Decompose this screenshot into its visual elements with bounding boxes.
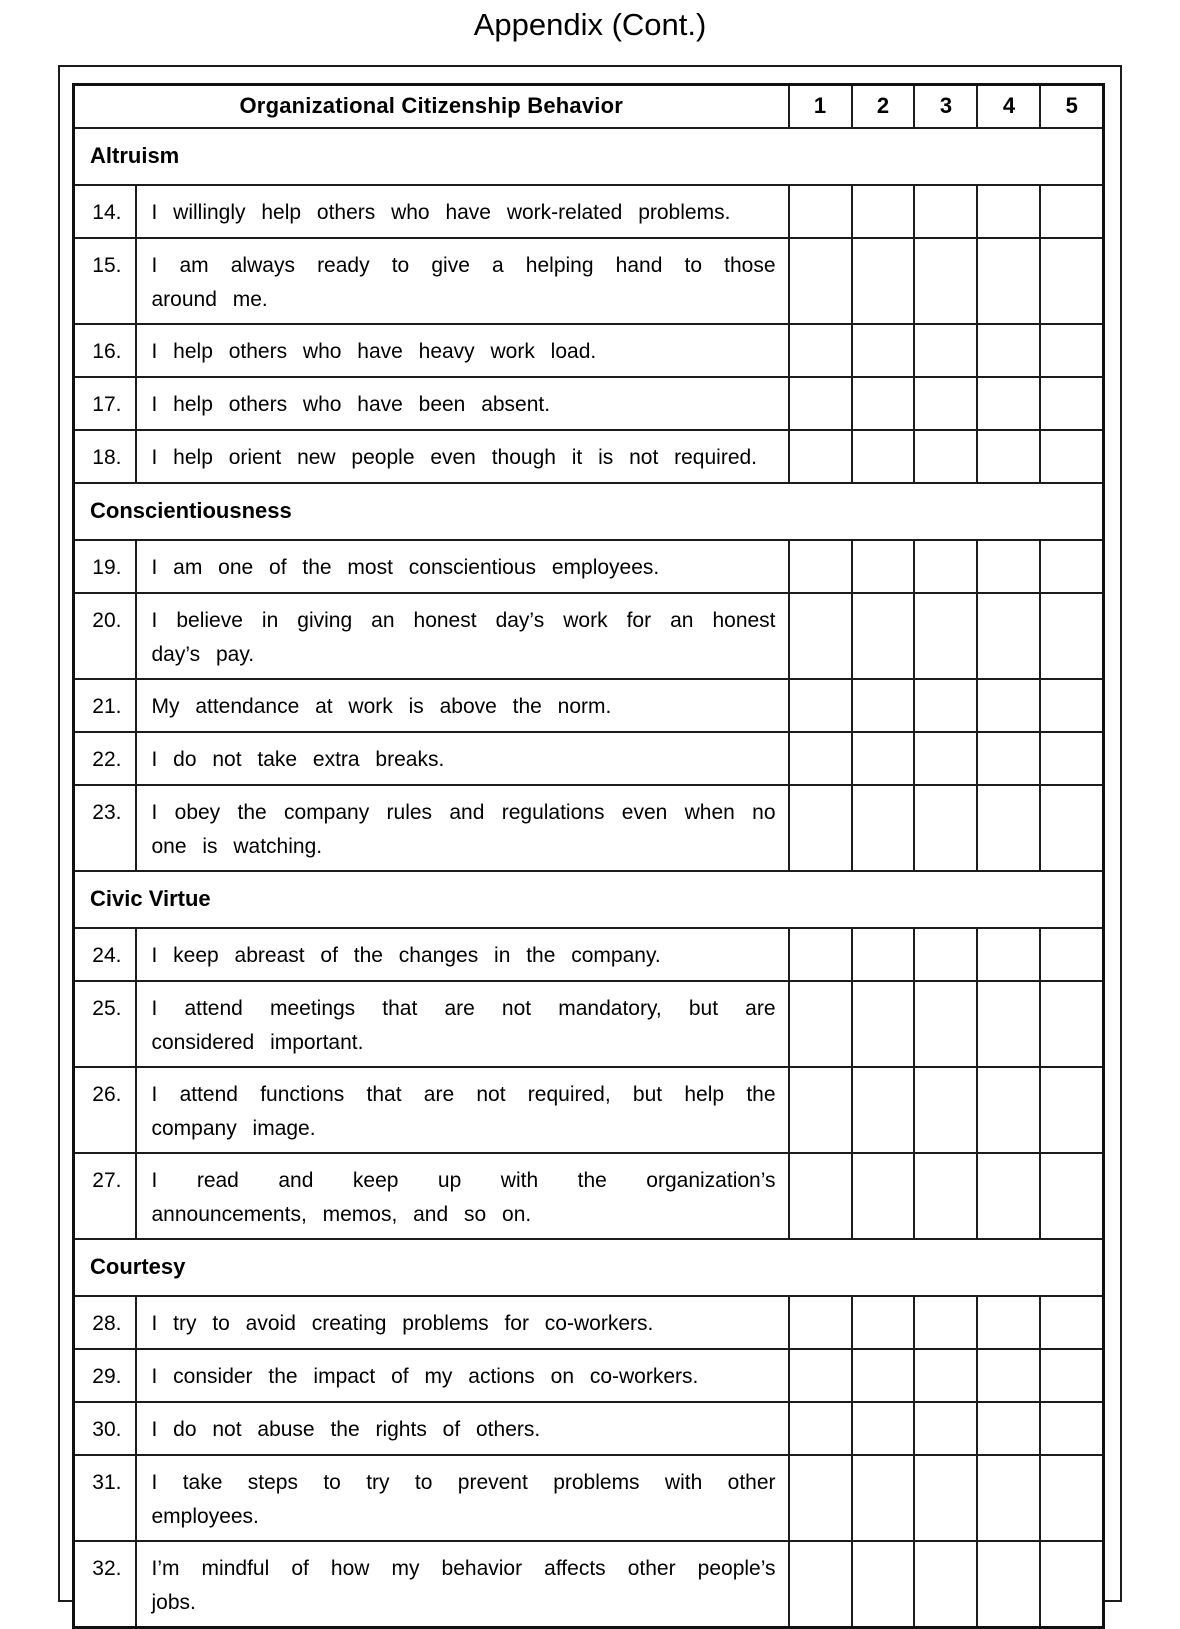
question-row [74, 1349, 1104, 1402]
rating-cell-4[interactable] [977, 785, 1040, 871]
question-row [74, 430, 1104, 483]
question-number: 18. [74, 430, 136, 483]
ocb-questionnaire-table [72, 83, 1105, 1629]
question-number: 30. [74, 1402, 136, 1455]
question-row [74, 785, 1104, 871]
rating-cell-3[interactable] [914, 593, 977, 679]
rating-cell-2[interactable] [852, 1541, 915, 1628]
rating-cell-1[interactable] [789, 593, 852, 679]
rating-cell-3[interactable] [914, 981, 977, 1067]
rating-cell-1[interactable] [789, 1541, 852, 1628]
question-row [74, 593, 1104, 679]
question-number: 22. [74, 732, 136, 785]
rating-cell-5[interactable] [1040, 1541, 1103, 1628]
question-number: 17. [74, 377, 136, 430]
question-number: 16. [74, 324, 136, 377]
rating-cell-3[interactable] [914, 185, 977, 238]
question-text: I willingly help others who have work-related problems. [136, 185, 789, 238]
section-header: Courtesy [74, 1239, 1104, 1296]
rating-cell-2[interactable] [852, 1296, 915, 1349]
question-number: 29. [74, 1349, 136, 1402]
rating-cell-5[interactable] [1040, 785, 1103, 871]
question-number: 27. [74, 1153, 136, 1239]
rating-cell-2[interactable] [852, 679, 915, 732]
rating-cell-3[interactable] [914, 238, 977, 324]
question-row [74, 1455, 1104, 1541]
rating-cell-4[interactable] [977, 1067, 1040, 1153]
question-text: I consider the impact of my actions on co-workers. [136, 1349, 789, 1402]
question-text: I read and keep up with the organization’s announcements, memos, and so on. [136, 1153, 789, 1239]
rating-cell-1[interactable] [789, 1402, 852, 1455]
question-text: I help others who have been absent. [136, 377, 789, 430]
question-number: 14. [74, 185, 136, 238]
rating-cell-3[interactable] [914, 1541, 977, 1628]
rating-cell-1[interactable] [789, 540, 852, 593]
question-number: 25. [74, 981, 136, 1067]
question-text: I’m mindful of how my behavior affects other people’s jobs. [136, 1541, 789, 1628]
section-header: Altruism [74, 128, 1104, 185]
rating-cell-5[interactable] [1040, 593, 1103, 679]
section-header: Conscientiousness [74, 483, 1104, 540]
question-text: I do not take extra breaks. [136, 732, 789, 785]
section-row [74, 871, 1104, 928]
question-row [74, 1067, 1104, 1153]
rating-cell-4[interactable] [977, 679, 1040, 732]
question-number: 20. [74, 593, 136, 679]
rating-cell-3[interactable] [914, 1296, 977, 1349]
rating-cell-2[interactable] [852, 430, 915, 483]
question-row [74, 185, 1104, 238]
question-row [74, 981, 1104, 1067]
rating-cell-2[interactable] [852, 981, 915, 1067]
question-row [74, 540, 1104, 593]
rating-cell-3[interactable] [914, 1067, 977, 1153]
question-text: I try to avoid creating problems for co-workers. [136, 1296, 789, 1349]
question-row [74, 1153, 1104, 1239]
rating-cell-2[interactable] [852, 324, 915, 377]
rating-cell-1[interactable] [789, 1455, 852, 1541]
rating-cell-3[interactable] [914, 1402, 977, 1455]
question-text: My attendance at work is above the norm. [136, 679, 789, 732]
question-number: 15. [74, 238, 136, 324]
rating-cell-4[interactable] [977, 1153, 1040, 1239]
rating-cell-1[interactable] [789, 1349, 852, 1402]
rating-cell-3[interactable] [914, 928, 977, 981]
question-row [74, 1296, 1104, 1349]
rating-cell-5[interactable] [1040, 324, 1103, 377]
rating-cell-1[interactable] [789, 1296, 852, 1349]
question-row [74, 238, 1104, 324]
question-number: 28. [74, 1296, 136, 1349]
scale-header-4: 4 [977, 85, 1040, 128]
rating-cell-3[interactable] [914, 430, 977, 483]
rating-cell-5[interactable] [1040, 1455, 1103, 1541]
question-text: I help others who have heavy work load. [136, 324, 789, 377]
rating-cell-3[interactable] [914, 1455, 977, 1541]
rating-cell-4[interactable] [977, 981, 1040, 1067]
question-row [74, 324, 1104, 377]
question-text: I do not abuse the rights of others. [136, 1402, 789, 1455]
rating-cell-5[interactable] [1040, 679, 1103, 732]
question-text: I keep abreast of the changes in the company. [136, 928, 789, 981]
rating-cell-2[interactable] [852, 1067, 915, 1153]
question-row [74, 1402, 1104, 1455]
question-number: 24. [74, 928, 136, 981]
rating-cell-5[interactable] [1040, 1402, 1103, 1455]
question-number: 31. [74, 1455, 136, 1541]
rating-cell-5[interactable] [1040, 377, 1103, 430]
rating-cell-2[interactable] [852, 1402, 915, 1455]
rating-cell-2[interactable] [852, 785, 915, 871]
scale-header-3: 3 [914, 85, 977, 128]
rating-cell-4[interactable] [977, 430, 1040, 483]
question-number: 26. [74, 1067, 136, 1153]
question-text: I am one of the most conscientious employees. [136, 540, 789, 593]
rating-cell-5[interactable] [1040, 1067, 1103, 1153]
rating-cell-1[interactable] [789, 430, 852, 483]
question-text: I believe in giving an honest day’s work for an honest day’s pay. [136, 593, 789, 679]
rating-cell-5[interactable] [1040, 430, 1103, 483]
scale-header-1: 1 [789, 85, 852, 128]
rating-cell-5[interactable] [1040, 928, 1103, 981]
rating-cell-1[interactable] [789, 981, 852, 1067]
rating-cell-5[interactable] [1040, 732, 1103, 785]
rating-cell-2[interactable] [852, 185, 915, 238]
rating-cell-1[interactable] [789, 238, 852, 324]
rating-cell-3[interactable] [914, 540, 977, 593]
rating-cell-5[interactable] [1040, 185, 1103, 238]
rating-cell-4[interactable] [977, 540, 1040, 593]
question-number: 23. [74, 785, 136, 871]
rating-cell-2[interactable] [852, 1455, 915, 1541]
rating-cell-4[interactable] [977, 593, 1040, 679]
question-text: I am always ready to give a helping hand to those around me. [136, 238, 789, 324]
rating-cell-1[interactable] [789, 324, 852, 377]
rating-cell-5[interactable] [1040, 1296, 1103, 1349]
rating-cell-5[interactable] [1040, 981, 1103, 1067]
section-row [74, 128, 1104, 185]
rating-cell-1[interactable] [789, 1153, 852, 1239]
question-number: 19. [74, 540, 136, 593]
question-row [74, 732, 1104, 785]
rating-cell-2[interactable] [852, 1153, 915, 1239]
rating-cell-4[interactable] [977, 732, 1040, 785]
rating-cell-1[interactable] [789, 732, 852, 785]
rating-cell-4[interactable] [977, 185, 1040, 238]
question-row [74, 377, 1104, 430]
section-header: Civic Virtue [74, 871, 1104, 928]
rating-cell-4[interactable] [977, 1402, 1040, 1455]
rating-cell-3[interactable] [914, 732, 977, 785]
rating-cell-1[interactable] [789, 679, 852, 732]
rating-cell-4[interactable] [977, 1541, 1040, 1628]
rating-cell-4[interactable] [977, 1349, 1040, 1402]
scale-header-5: 5 [1040, 85, 1103, 128]
rating-cell-5[interactable] [1040, 1349, 1103, 1402]
table-header-row [74, 85, 1104, 128]
page-title: Appendix (Cont.) [473, 7, 707, 42]
rating-cell-4[interactable] [977, 238, 1040, 324]
rating-cell-1[interactable] [789, 185, 852, 238]
rating-cell-3[interactable] [914, 1153, 977, 1239]
rating-cell-4[interactable] [977, 928, 1040, 981]
rating-cell-2[interactable] [852, 1349, 915, 1402]
rating-cell-5[interactable] [1040, 540, 1103, 593]
rating-cell-4[interactable] [977, 377, 1040, 430]
rating-cell-2[interactable] [852, 540, 915, 593]
rating-cell-3[interactable] [914, 1349, 977, 1402]
rating-cell-1[interactable] [789, 377, 852, 430]
rating-cell-1[interactable] [789, 785, 852, 871]
rating-cell-5[interactable] [1040, 238, 1103, 324]
rating-cell-1[interactable] [789, 1067, 852, 1153]
question-row [74, 1541, 1104, 1628]
question-text: I obey the company rules and regulations even when no one is watching. [136, 785, 789, 871]
question-text: I help orient new people even though it is not required. [136, 430, 789, 483]
rating-cell-2[interactable] [852, 377, 915, 430]
rating-cell-2[interactable] [852, 238, 915, 324]
rating-cell-2[interactable] [852, 593, 915, 679]
rating-cell-4[interactable] [977, 1455, 1040, 1541]
rating-cell-3[interactable] [914, 785, 977, 871]
section-row [74, 1239, 1104, 1296]
question-row [74, 928, 1104, 981]
rating-cell-2[interactable] [852, 732, 915, 785]
table-title: Organizational Citizenship Behavior [74, 85, 789, 128]
page-border-frame [58, 65, 1122, 1614]
question-number: 32. [74, 1541, 136, 1628]
rating-cell-4[interactable] [977, 1296, 1040, 1349]
question-text: I take steps to try to prevent problems with other employees. [136, 1455, 789, 1541]
rating-cell-3[interactable] [914, 679, 977, 732]
scale-header-2: 2 [852, 85, 915, 128]
question-text: I attend functions that are not required, but help the company image. [136, 1067, 789, 1153]
section-row [74, 483, 1104, 540]
rating-cell-5[interactable] [1040, 1153, 1103, 1239]
question-row [74, 679, 1104, 732]
rating-cell-1[interactable] [789, 928, 852, 981]
rating-cell-2[interactable] [852, 928, 915, 981]
rating-cell-3[interactable] [914, 324, 977, 377]
rating-cell-3[interactable] [914, 377, 977, 430]
rating-cell-4[interactable] [977, 324, 1040, 377]
question-number: 21. [74, 679, 136, 732]
question-text: I attend meetings that are not mandatory, but are considered important. [136, 981, 789, 1067]
